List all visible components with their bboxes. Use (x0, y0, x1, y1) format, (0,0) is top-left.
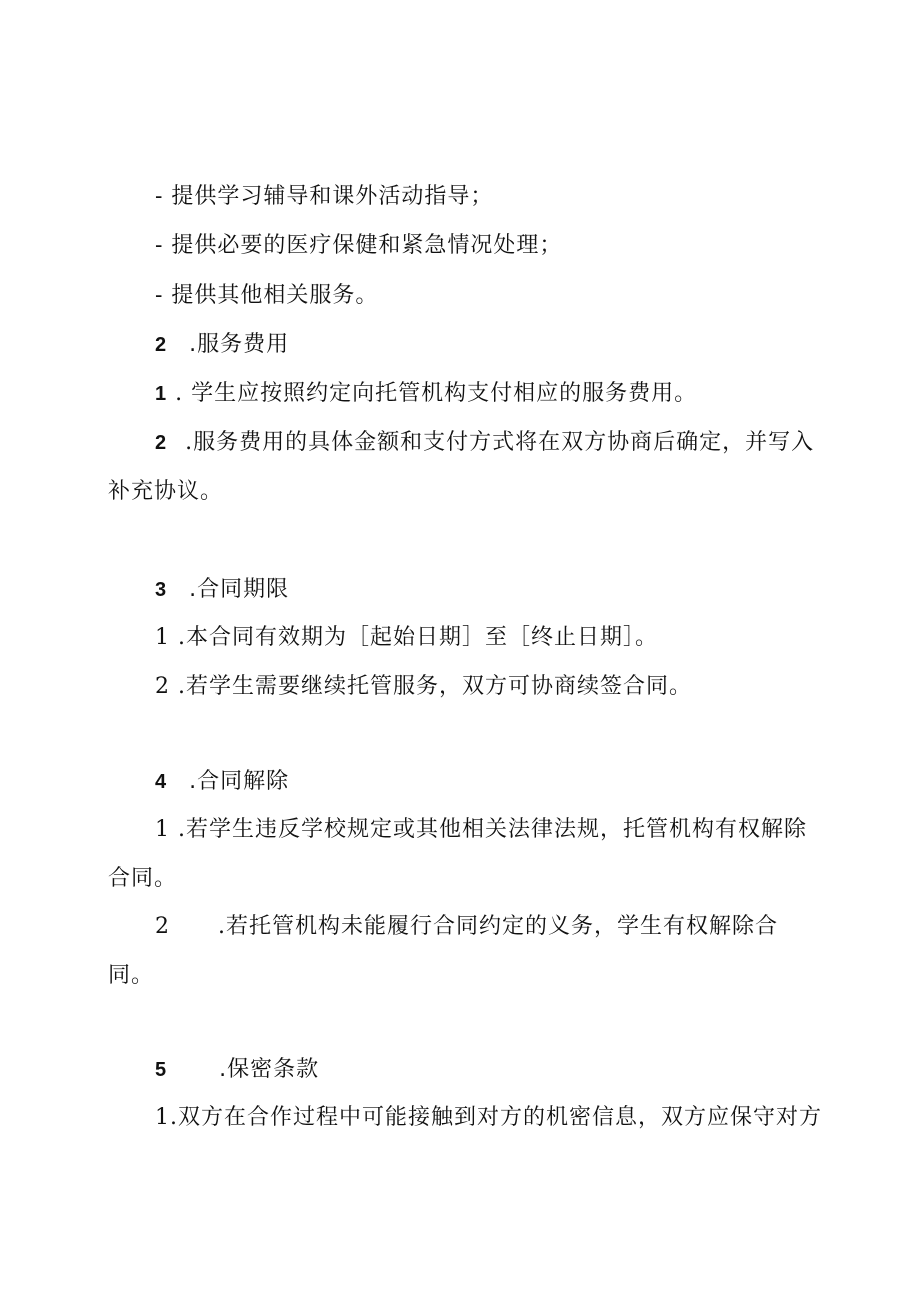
bullet-item: - 提供学习辅导和课外活动指导； (155, 184, 494, 209)
section-number: 4 (155, 771, 168, 793)
paragraph-line (155, 912, 778, 942)
paragraph-line (155, 428, 814, 458)
paragraph-line: 2 .若学生需要继续托管服务，双方可协商续签合同。 (155, 674, 692, 699)
bullet-item: - 提供必要的医疗保健和紧急情况处理； (155, 233, 563, 258)
paragraph-line: 同。 (108, 963, 155, 988)
paragraph-line: 1 .本合同有效期为［起始日期］至［终止日期］。 (155, 625, 658, 650)
item-text: .服务费用的具体金额和支付方式将在双方协商后确定，并写入 (185, 430, 815, 455)
item-text: .若托管机构未能履行合同约定的义务，学生有权解除合 (218, 914, 778, 939)
section-number: 2 (155, 334, 168, 356)
paragraph-line: 补充协议。 (108, 479, 224, 504)
item-number: 2 (155, 432, 168, 454)
item-number: 1 (155, 383, 168, 405)
section-title: .合同解除 (189, 769, 290, 794)
section-title: .合同期限 (189, 577, 290, 602)
paragraph-line: 合同。 (108, 866, 178, 891)
section-heading (155, 575, 289, 605)
item-text: . 学生应按照约定向托管机构支付相应的服务费用。 (175, 381, 698, 406)
section-title: .保密条款 (219, 1057, 320, 1082)
paragraph-line: 1 .若学生违反学校规定或其他相关法律法规，托管机构有权解除 (155, 817, 807, 842)
section-number: 3 (155, 579, 168, 601)
section-heading (155, 330, 289, 360)
bullet-item: - 提供其他相关服务。 (155, 283, 379, 308)
section-title: .服务费用 (189, 332, 290, 357)
section-heading (155, 767, 289, 797)
section-number: 5 (155, 1059, 168, 1081)
section-heading (155, 1055, 319, 1085)
paragraph-line: 1.双方在合作过程中可能接触到对方的机密信息，双方应保守对方 (155, 1105, 822, 1130)
item-number: 2 (155, 914, 170, 939)
paragraph-line (155, 379, 697, 409)
